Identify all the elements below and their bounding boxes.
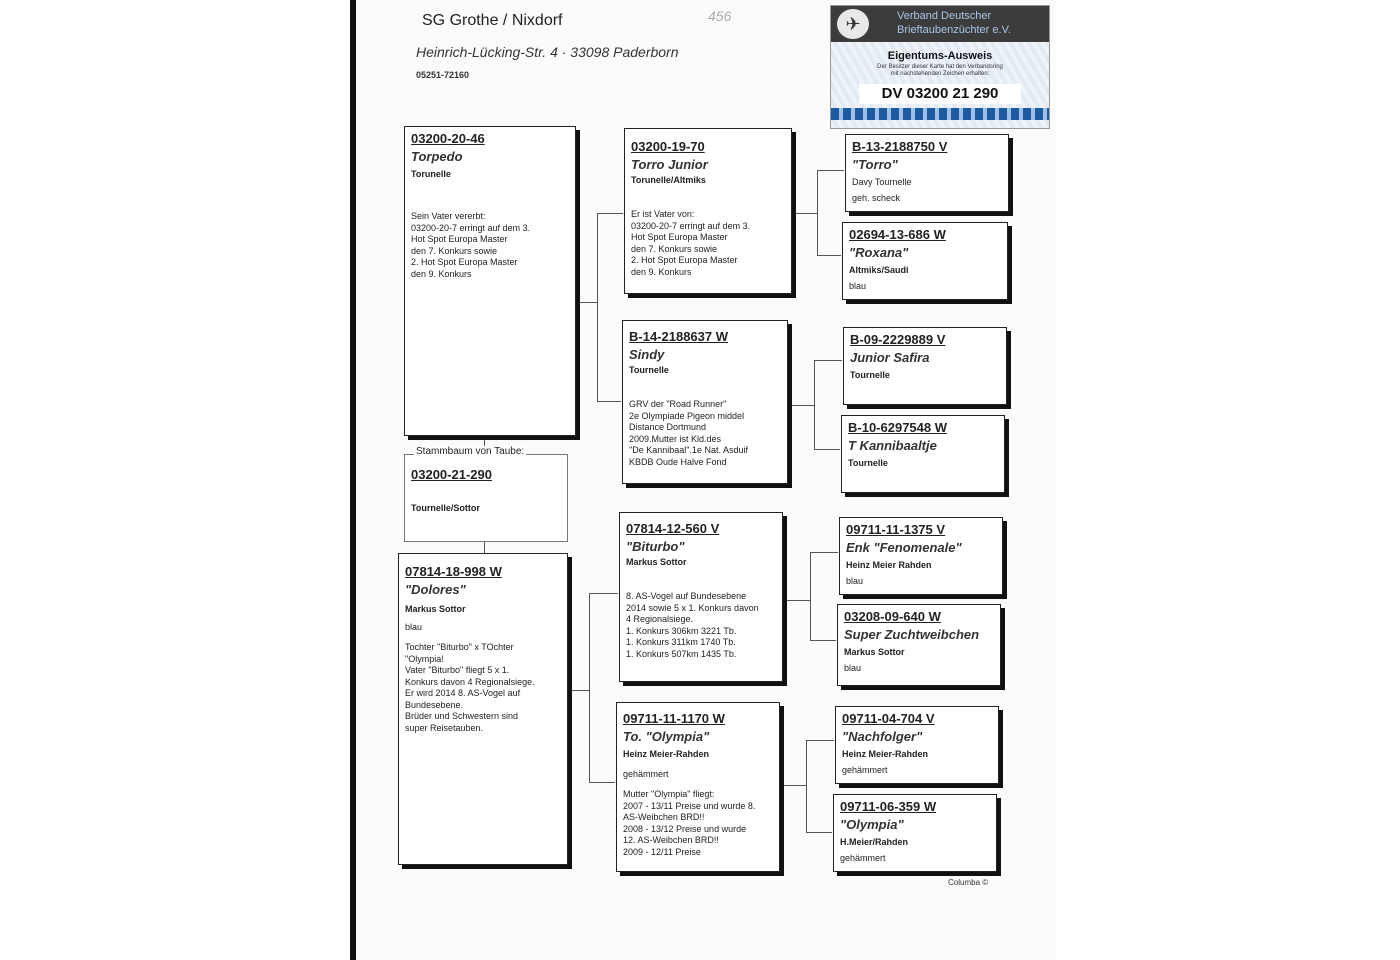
mff-breed: Heinz Meier Rahden <box>846 560 932 570</box>
ffm-breed: Altmiks/Saudi <box>849 265 909 275</box>
connector-line <box>806 740 807 832</box>
paternal-grandmother-box <box>622 320 788 484</box>
ff-ring: 03200-19-70 <box>631 139 705 154</box>
ffm-box <box>842 222 1008 300</box>
mother-name: "Dolores" <box>405 582 466 597</box>
fmf-name: Junior Safira <box>850 350 930 365</box>
mf-name: "Biturbo" <box>626 539 685 554</box>
ffm-name: "Roxana" <box>849 245 909 260</box>
mf-breed: Markus Sottor <box>626 557 687 567</box>
connector-line <box>597 213 623 214</box>
mm-ring: 09711-11-1170 W <box>623 711 725 726</box>
father-name: Torpedo <box>411 149 463 164</box>
mfm-ring: 03208-09-640 W <box>844 609 941 624</box>
connector-line <box>814 360 842 361</box>
mother-ring: 07814-18-998 W <box>405 564 502 579</box>
handwritten-note: 456 <box>708 8 732 24</box>
mmf-breed: Heinz Meier-Rahden <box>842 749 929 759</box>
father-box <box>404 126 576 436</box>
breeder-name: SG Grothe / Nixdorf <box>422 12 563 29</box>
connector-line <box>779 785 806 786</box>
mff-box <box>839 517 1003 595</box>
connector-line <box>817 170 844 171</box>
mff-ring: 09711-11-1375 V <box>846 522 946 537</box>
fmf-ring: B-09-2229889 V <box>850 332 946 347</box>
connector-line <box>782 600 810 601</box>
pedigree-label: Stammbaum von Taube: <box>416 446 525 457</box>
connector-line <box>787 405 814 406</box>
mm-name: To. "Olympia" <box>623 729 710 744</box>
card-text-2: mit nachstehenden Zeichen erhalten: <box>890 71 990 77</box>
mmf-name: "Nachfolger" <box>842 729 923 744</box>
connector-line <box>791 213 817 214</box>
fmm-name: T Kannibaaltje <box>848 438 937 453</box>
fmm-breed: Tournelle <box>848 458 888 468</box>
father-note: Sein Vater vererbt: 03200-20-7 erringt auf dem 3. Hot Spot Europa Master den 7. Konkurs sowie 2. Hot Spot Europa Master den 9. Konkurs <box>411 211 531 279</box>
fff-box <box>845 134 1009 212</box>
mmf-box <box>835 706 999 784</box>
mother-breed: Markus Sottor <box>405 604 466 614</box>
connector-line <box>810 640 836 641</box>
subject-breed: Tournelle/Sottor <box>411 503 480 513</box>
fm-breed: Tournelle <box>629 365 669 375</box>
ownership-card <box>830 5 1050 129</box>
mfm-color: blau <box>844 663 862 673</box>
connector-line <box>597 213 598 401</box>
footer-copyright: Columba © <box>948 878 989 887</box>
connector-line <box>806 740 834 741</box>
fmm-ring: B-10-6297548 W <box>848 420 947 435</box>
card-ring-number: DV 03200 21 290 <box>859 84 1021 104</box>
mm-breed: Heinz Meier-Rahden <box>623 749 710 759</box>
card-header <box>831 6 1049 42</box>
maternal-grandmother-box <box>616 702 780 872</box>
fm-note: GRV der "Road Runner" 2e Olympiade Pigeon middel Distance Dortmund 2009.Mutter ist Kld.des "De Kannibaal".1e Nat. Asduif KBDB Oude Halve Fond <box>629 399 748 467</box>
mother-box <box>398 553 568 865</box>
fff-breed: Davy Tournelle <box>852 177 912 187</box>
mf-note: 8. AS-Vogel auf Bundesebene 2014 sowie 5 x 1. Konkurs davon 4 Regionalsiege. 1. Konkurs 306km 3221 Tb. 1. Konkurs 311km 1740 Tb. 1. Konkurs 507km 1435 Tb. <box>626 591 759 659</box>
card-title: Eigentums-Ausweis <box>887 50 993 62</box>
card-text-1: Der Besitzer dieser Karte hat den Verbandsring <box>877 64 1003 70</box>
fff-ring: B-13-2188750 V <box>852 139 948 154</box>
card-org-line2: Brieftaubenzüchter e.V. <box>897 24 1011 36</box>
subject-box <box>404 454 568 542</box>
fm-ring: B-14-2188637 W <box>629 329 728 344</box>
paternal-grandfather-box <box>624 128 792 294</box>
connector-line <box>484 541 485 553</box>
father-ring: 03200-20-46 <box>411 131 485 146</box>
breeder-address: Heinrich-Lücking-Str. 4 · 33098 Paderborn <box>416 44 679 60</box>
mff-color: blau <box>846 576 864 586</box>
card-pattern-band <box>831 108 1049 120</box>
fmf-breed: Tournelle <box>850 370 890 380</box>
fff-name: "Torro" <box>852 157 898 172</box>
connector-line <box>597 401 621 402</box>
mf-ring: 07814-12-560 V <box>626 521 720 536</box>
mmm-color: gehämmert <box>840 853 886 863</box>
fff-color: geh. scheck <box>852 193 901 203</box>
ff-name: Torro Junior <box>631 157 708 172</box>
card-org-line1: Verband Deutscher <box>897 10 992 22</box>
mm-note: Mutter "Olympia" fliegt: 2007 - 13/11 Preise und wurde 8. AS-Weibchen BRD!! 2008 - 13/12 Preise und wurde 12. AS-Weibchen BRD!! 2009 - 12/11 Preise <box>623 789 756 857</box>
ff-breed: Torunelle/Altmiks <box>631 175 706 185</box>
connector-line <box>567 690 589 691</box>
connector-line <box>817 255 841 256</box>
ffm-color: blau <box>849 281 867 291</box>
breeder-phone: 05251-72160 <box>416 70 470 80</box>
connector-line <box>575 302 597 303</box>
mm-color: gehämmert <box>623 769 669 779</box>
connector-line <box>589 593 618 594</box>
connector-line <box>589 593 590 782</box>
connector-line <box>810 552 838 553</box>
father-breed: Torunelle <box>411 169 451 179</box>
mmm-name: "Olympia" <box>840 817 904 832</box>
mfm-name: Super Zuchtweibchen <box>844 627 980 642</box>
fmm-box <box>841 415 1005 493</box>
pigeon-logo-icon: ✈ <box>837 9 869 39</box>
mfm-breed: Markus Sottor <box>844 647 905 657</box>
mmf-ring: 09711-04-704 V <box>842 711 935 726</box>
mother-note: Tochter "Biturbo" x TOchter "Olympia! Vater "Biturbo" fliegt 5 x 1. Konkurs davon 4 Regionalsiege. Er wird 2014 8. AS-Vogel auf Bundesebene. Brüder und Schwestern sind super Reisetauben. <box>405 642 535 733</box>
mother-color: blau <box>405 622 423 632</box>
mfm-box <box>837 604 1001 686</box>
ffm-ring: 02694-13-686 W <box>849 227 946 242</box>
connector-line <box>589 782 615 783</box>
subject-ring: 03200-21-290 <box>411 467 492 482</box>
mmm-breed: H.Meier/Rahden <box>840 837 909 847</box>
mmm-ring: 09711-06-359 W <box>840 799 937 814</box>
mmf-color: gehämmert <box>842 765 888 775</box>
connector-line <box>814 449 840 450</box>
connector-line <box>810 552 811 640</box>
ff-note: Er ist Vater von: 03200-20-7 erringt auf dem 3. Hot Spot Europa Master den 7. Konkurs sowie 2. Hot Spot Europa Master den 9. Konkurs <box>631 209 751 277</box>
connector-line <box>806 832 832 833</box>
connector-line <box>814 360 815 449</box>
fm-name: Sindy <box>629 347 665 362</box>
fmf-box <box>843 327 1007 405</box>
maternal-grandfather-box <box>619 512 783 682</box>
connector-line <box>817 170 818 255</box>
mff-name: Enk "Fenomenale" <box>846 540 962 555</box>
mmm-box <box>833 794 997 872</box>
